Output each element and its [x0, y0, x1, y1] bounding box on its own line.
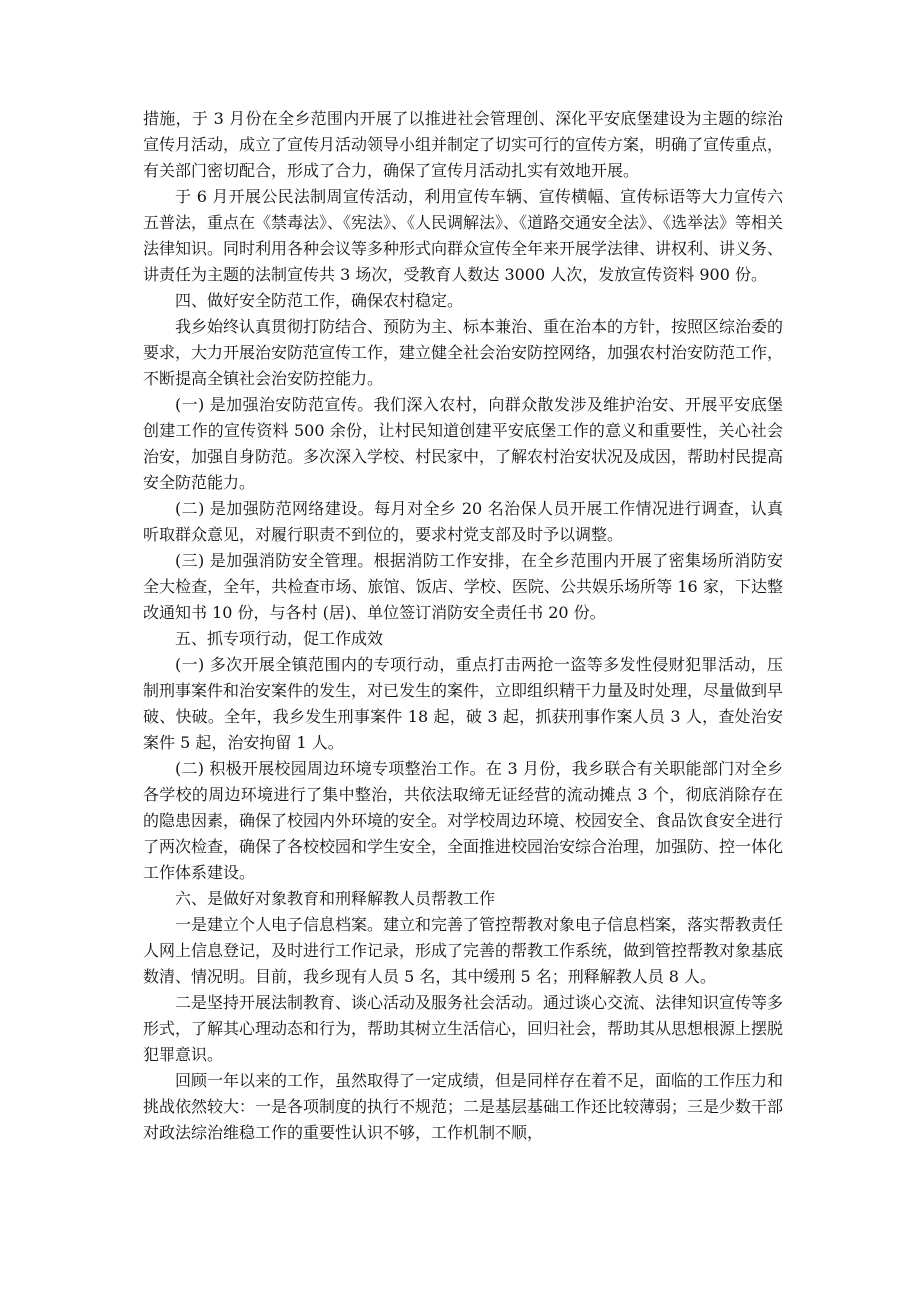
paragraph-legal-week: 于 6 月开展公民法制周宣传活动，利用宣传车辆、宣传横幅、宣传标语等大力宣传六五普法，重点在《禁毒法》、《宪法》、《人民调解法》、《道路交通安全法》、《选举法》等相关法律知识。同时利用各种会议等多种形式向群众宣传全年来开展学法律、讲权利、讲义务、讲责任为主题的法制宣传共 3 场次，受教育人数达 3000 人次，发放宣传资料 900 份。 — [143, 187, 784, 284]
paragraph-item-6-2: 二是坚持开展法制教育、谈心活动及服务社会活动。通过谈心交流、法律知识宣传等多形式，了解其心理动态和行为，帮助其树立生活信心，回归社会，帮助其从思想根源上摆脱犯罪意识。 — [143, 993, 784, 1064]
document-body — [143, 106, 783, 1146]
paragraph-item-4-2: (二) 是加强防范网络建设。每月对全乡 20 名治保人员开展工作情况进行调查，认真听取群众意见，对履行职责不到位的，要求村党支部及时予以调整。 — [143, 499, 783, 544]
paragraph-prevention-policy: 我乡始终认真贯彻打防结合、预防为主、标本兼治、重在治本的方针，按照区综治委的要求，大力开展治安防范宣传工作，建立健全社会治安防控网络，加强农村治安防范工作，不断提高全镇社会治安防控能力。 — [143, 317, 784, 388]
paragraph-publicity-month: 措施，于 3 月份在全乡范围内开展了以推进社会管理创、深化平安底堡建设为主题的综治宣传月活动，成立了宣传月活动领导小组并制定了切实可行的宣传方案，明确了宣传重点，有关部门密切配合，形成了合力，确保了宣传月活动扎实有效地开展。 — [143, 109, 784, 180]
paragraph-item-4-3: (三) 是加强消防安全管理。根据消防工作安排，在全乡范围内开展了密集场所消防安全大检查，全年，共检查市场、旅馆、饭店、学校、医院、公共娱乐场所等 16 家，下达整改通知书 10 份，与各村 (居)、单位签订消防安全责任书 20 份。 — [143, 551, 783, 622]
paragraph-item-4-1: (一) 是加强治安防范宣传。我们深入农村，向群众散发涉及维护治安、开展平安底堡创建工作的宣传资料 500 余份，让村民知道创建平安底堡工作的意义和重要性，关心社会治安，加强自身防范。多次深入学校、村民家中，了解农村治安状况及成因，帮助村民提高安全防范能力。 — [143, 395, 784, 492]
paragraph-item-6-1: 一是建立个人电子信息档案。建立和完善了管控帮教对象电子信息档案，落实帮教责任人网上信息登记，及时进行工作记录，形成了完善的帮教工作系统，做到管控帮教对象基底数清、情况明。目前，我乡现有人员 5 名，其中缓刑 5 名；刑释解教人员 8 人。 — [143, 915, 784, 986]
section-heading-4: 四、做好安全防范工作，确保农村稳定。 — [175, 291, 464, 310]
paragraph-item-5-2: (二) 积极开展校园周边环境专项整治工作。在 3 月份，我乡联合有关职能部门对全乡各学校的周边环境进行了集中整治，共依法取缔无证经营的流动摊点 3 个，彻底消除存在的隐患因素，确保了校园内外环境的安全。对学校周边环境、校园安全、食品饮食安全进行了两次检查，确保了各校校园和学生安全，全面推进校园治安综合治理，加强防、控一体化工作体系建设。 — [143, 759, 784, 882]
paragraph-review: 回顾一年以来的工作，虽然取得了一定成绩，但是同样存在着不足，面临的工作压力和挑战依然较大：一是各项制度的执行不规范；二是基层基础工作还比较薄弱；三是少数干部对政法综治维稳工作的重要性认识不够，工作机制不顺， — [143, 1071, 784, 1142]
section-heading-5: 五、抓专项行动，促工作成效 — [175, 629, 384, 648]
section-heading-6: 六、是做好对象教育和刑释解教人员帮教工作 — [175, 889, 496, 908]
paragraph-item-5-1: (一) 多次开展全镇范围内的专项行动，重点打击两抢一盗等多发性侵财犯罪活动，压制刑事案件和治安案件的发生，对已发生的案件，立即组织精干力量及时处理，尽量做到早破、快破。全年，我乡发生刑事案件 18 起，破 3 起，抓获刑事作案人员 3 人，查处治安案件 5 起，治安拘留 1 人。 — [143, 655, 784, 752]
